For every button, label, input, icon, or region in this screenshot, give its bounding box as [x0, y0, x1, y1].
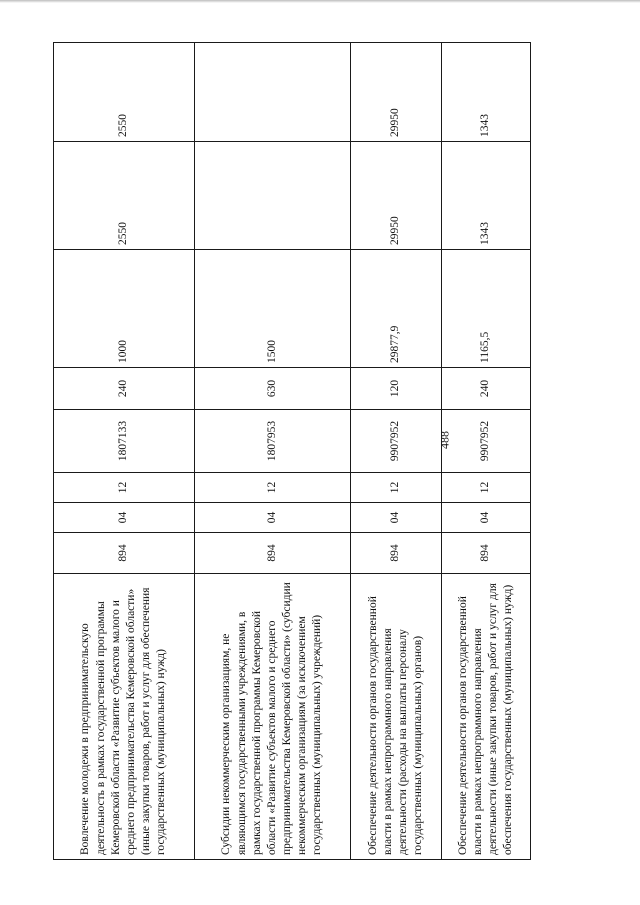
row-section: 04: [442, 503, 531, 533]
table-row: [442, 43, 531, 860]
row-subsection: 12: [195, 473, 351, 503]
row-amount-2: 29950: [351, 142, 442, 250]
row-amount-1: 29877,9: [351, 250, 442, 368]
row-amount-2: [195, 142, 351, 250]
row-section: 04: [351, 503, 442, 533]
row-grbs: 894: [351, 533, 442, 574]
row-amount-2: 2550: [54, 142, 195, 250]
table-row: [54, 43, 195, 860]
row-amount-1: 1000: [54, 250, 195, 368]
scan-edge: [0, 0, 640, 3]
row-target-article: 1807953: [195, 410, 351, 473]
row-expense-type: 240: [54, 368, 195, 410]
budget-table: [53, 42, 531, 860]
row-name: Обеспечение деятельности органов государственной власти в рамках непрограммного направления деятельности (расходы на выплаты персоналу государственных (муниципальных) органов): [351, 574, 442, 860]
page-number: 488: [437, 431, 452, 449]
rotated-table-wrapper: [53, 43, 530, 860]
row-subsection: 12: [442, 473, 531, 503]
row-name: Обеспечение деятельности органов государственной власти в рамках непрограммного направления деятельности (иные закупки товаров, работ и услуг для обеспечения государственных (муниципальных) нужд): [442, 574, 531, 860]
row-grbs: 894: [195, 533, 351, 574]
row-grbs: 894: [442, 533, 531, 574]
row-grbs: 894: [54, 533, 195, 574]
row-amount-1: 1500: [195, 250, 351, 368]
row-target-article: 9907952: [442, 410, 531, 473]
row-name: Субсидии некоммерческим организациям, не являющимся государственными учреждениями, в рамках государственной программы Кемеровской области «Развитие субъектов малого и среднего предпринимательства Кемеровской области» (субсидии некоммерческим организациям (за исключением государственных (муниципальных) учреждений): [195, 574, 351, 860]
row-amount-3: 2550: [54, 43, 195, 142]
row-amount-3: 1343: [442, 43, 531, 142]
row-subsection: 12: [351, 473, 442, 503]
row-target-article: 1807133: [54, 410, 195, 473]
row-target-article: 9907952: [351, 410, 442, 473]
table-row: [351, 43, 442, 860]
row-name: Вовлечение молодежи в предпринимательскую деятельность в рамках государственной программы Кемеровской области «Развитие субъектов малого и среднего предпринимательства Кемеровской области» (иные закупки товаров, работ и услуг для обеспечения государственных (муниципальных) нужд): [54, 574, 195, 860]
row-amount-1: 1165,5: [442, 250, 531, 368]
row-expense-type: 120: [351, 368, 442, 410]
table-row: [195, 43, 351, 860]
row-expense-type: 240: [442, 368, 531, 410]
row-amount-2: 1343: [442, 142, 531, 250]
row-section: 04: [195, 503, 351, 533]
row-amount-3: 29950: [351, 43, 442, 142]
row-subsection: 12: [54, 473, 195, 503]
row-expense-type: 630: [195, 368, 351, 410]
row-amount-3: [195, 43, 351, 142]
row-section: 04: [54, 503, 195, 533]
